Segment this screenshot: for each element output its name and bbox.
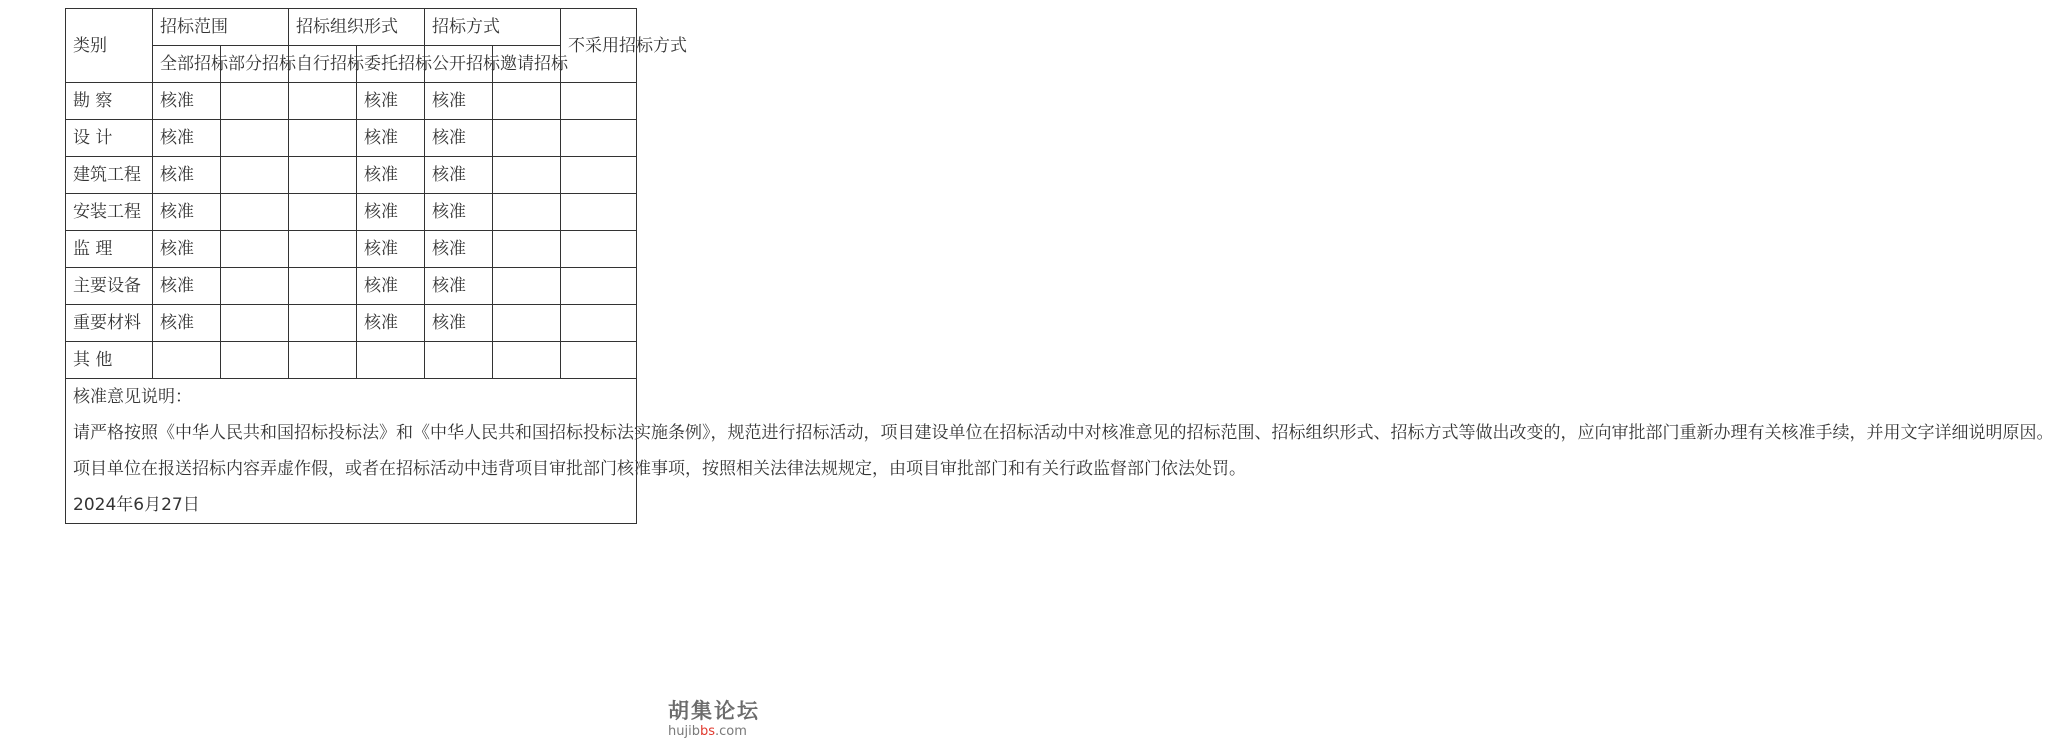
table-cell: 核准 (153, 231, 221, 268)
table-cell (289, 231, 357, 268)
watermark-url-highlight: bs (699, 724, 715, 739)
watermark-url-suffix: .com (715, 724, 747, 739)
table-cell (289, 305, 357, 342)
table-cell (493, 342, 561, 379)
table-cell (221, 268, 289, 305)
table-cell: 核准 (357, 268, 425, 305)
table-row (66, 342, 637, 379)
table-cell: 核准 (425, 194, 493, 231)
header-scope-full: 全部招标 (153, 46, 221, 83)
table-row (66, 268, 637, 305)
table-row (66, 305, 637, 342)
row-category: 监 理 (66, 231, 153, 268)
header-category: 类别 (66, 9, 153, 83)
header-scope: 招标范围 (153, 9, 289, 46)
approval-table (65, 8, 2054, 524)
notes-paragraph-2: 项目单位在报送招标内容弄虚作假，或者在招标活动中违背项目审批部门核准事项，按照相关法律法规规定，由项目审批部门和有关行政监督部门依法处罚。 (73, 459, 1246, 479)
table-cell (561, 342, 637, 379)
table-cell (561, 194, 637, 231)
table-cell (153, 342, 221, 379)
table-cell (221, 83, 289, 120)
table-cell (561, 268, 637, 305)
notes-paragraph-1: 请严格按照《中华人民共和国招标投标法》和《中华人民共和国招标投标法实施条例》，规范进行招标活动，项目建设单位在招标活动中对核准意见的招标范围、招标组织形式、招标方式等做出改变的，应向审批部门重新办理有关核准手续，并用文字详细说明原因。 (73, 423, 2054, 443)
table-row (66, 231, 637, 268)
header-form-entrust: 委托招标 (357, 46, 425, 83)
header-scope-partial: 部分招标 (221, 46, 289, 83)
header-no-bid: 不采用招标方式 (561, 9, 637, 83)
table-cell: 核准 (425, 83, 493, 120)
table-cell: 核准 (425, 120, 493, 157)
table-cell (221, 342, 289, 379)
table-cell: 核准 (425, 305, 493, 342)
table-cell (493, 268, 561, 305)
header-form: 招标组织形式 (289, 9, 425, 46)
table-cell: 核准 (357, 194, 425, 231)
table-cell (221, 194, 289, 231)
table-cell (561, 305, 637, 342)
row-category: 其 他 (66, 342, 153, 379)
row-category: 建筑工程 (66, 157, 153, 194)
row-category: 主要设备 (66, 268, 153, 305)
table-cell: 核准 (357, 157, 425, 194)
table-cell (289, 83, 357, 120)
watermark-url-prefix: hujib (668, 724, 700, 739)
table-cell: 核准 (153, 305, 221, 342)
table-row (66, 120, 637, 157)
table-cell (561, 83, 637, 120)
table-cell (493, 157, 561, 194)
table-cell (289, 194, 357, 231)
table-cell: 核准 (425, 157, 493, 194)
row-category: 安装工程 (66, 194, 153, 231)
table-cell (289, 120, 357, 157)
table-cell (221, 157, 289, 194)
table-row (66, 83, 637, 120)
row-category: 设 计 (66, 120, 153, 157)
header-method-invite: 邀请招标 (493, 46, 561, 83)
table-cell: 核准 (357, 305, 425, 342)
header-row-top (66, 9, 637, 46)
table-cell (221, 231, 289, 268)
header-method-open: 公开招标 (425, 46, 493, 83)
notes-date: 2024年6月27日 (73, 495, 200, 515)
table-cell (561, 120, 637, 157)
table-cell (493, 83, 561, 120)
table-cell (561, 231, 637, 268)
watermark (668, 698, 768, 740)
table-cell: 核准 (153, 83, 221, 120)
table-cell (289, 268, 357, 305)
watermark-title: 胡集论坛 (668, 699, 760, 723)
row-category: 重要材料 (66, 305, 153, 342)
table-cell (561, 157, 637, 194)
table-row (66, 194, 637, 231)
notes-cell (66, 379, 2054, 524)
watermark-url (668, 724, 768, 740)
notes-title: 核准意见说明： (73, 387, 192, 407)
header-method: 招标方式 (425, 9, 561, 46)
table-cell (493, 231, 561, 268)
table-cell: 核准 (153, 268, 221, 305)
table-cell: 核准 (357, 83, 425, 120)
table-cell (493, 305, 561, 342)
table-cell (425, 342, 493, 379)
header-form-self: 自行招标 (289, 46, 357, 83)
row-category: 勘 察 (66, 83, 153, 120)
table-cell: 核准 (153, 194, 221, 231)
table-cell (357, 342, 425, 379)
table-cell (289, 342, 357, 379)
table-cell (289, 157, 357, 194)
table-cell (221, 305, 289, 342)
table-cell (493, 194, 561, 231)
table-cell (221, 120, 289, 157)
table-cell (493, 120, 561, 157)
table-cell: 核准 (153, 120, 221, 157)
table-cell: 核准 (153, 157, 221, 194)
table-row (66, 157, 637, 194)
table-cell: 核准 (425, 231, 493, 268)
table-cell: 核准 (357, 120, 425, 157)
table-cell: 核准 (357, 231, 425, 268)
table-cell: 核准 (425, 268, 493, 305)
notes-row (66, 379, 637, 524)
